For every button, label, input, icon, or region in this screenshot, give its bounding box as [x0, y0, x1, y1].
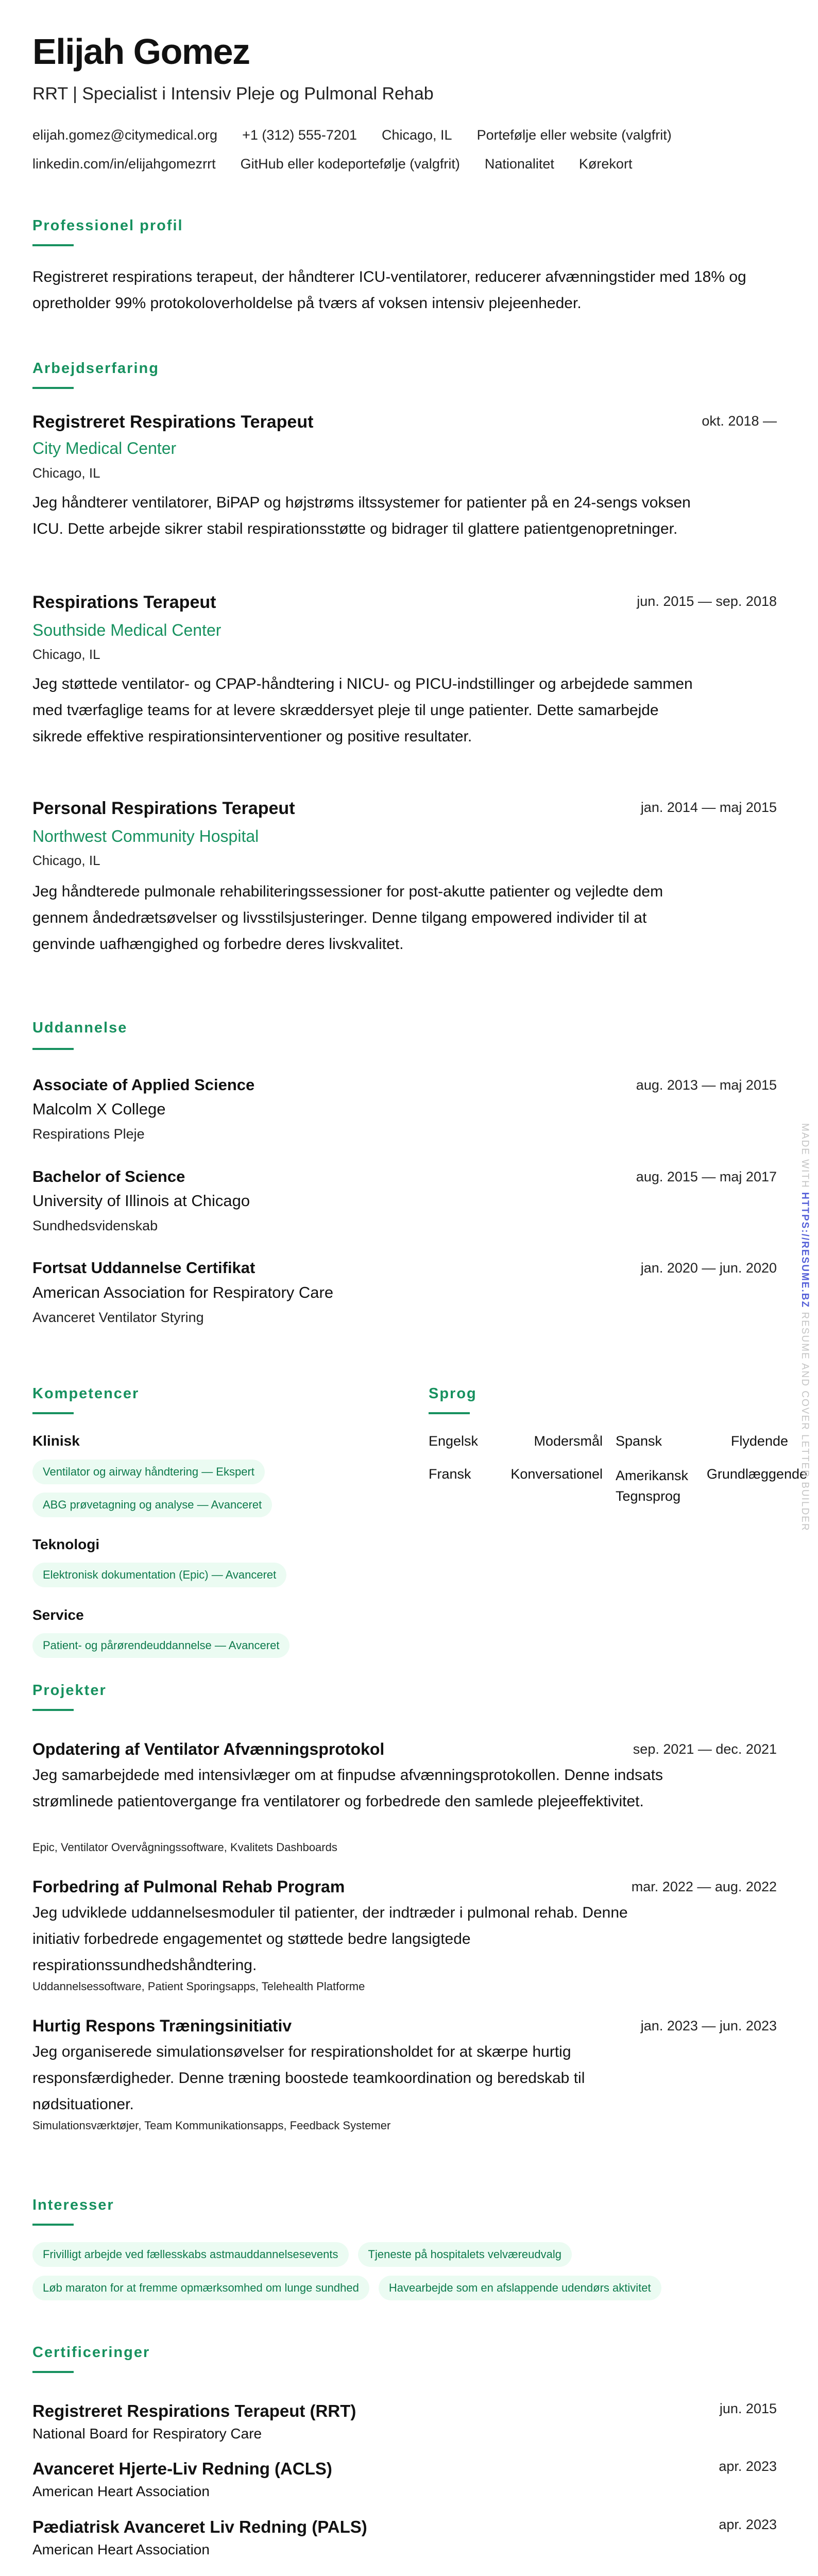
- watermark-prefix: MADE WITH: [799, 1123, 810, 1192]
- section-heading-languages: Sprog: [429, 1385, 477, 1402]
- job-description: Jeg håndterer ventilatorer, BiPAP og højstrøms iltssystemer for patienter på en 24-sengs voksen ICU. Dette arbejde sikrer stabil respirationsstøtte og bidrager til glattere patientgenopretninger.: [32, 494, 691, 537]
- education-field: Sundhedsvidenskab: [32, 1218, 158, 1233]
- cert-date: apr. 2023: [719, 2459, 777, 2474]
- skill-tag: Patient- og pårørendeuddannelse — Avanceret: [32, 1633, 289, 1658]
- skill-category: Service: [32, 1607, 84, 1623]
- interest-tags: [32, 2242, 572, 2267]
- heading-underline: [32, 1412, 74, 1414]
- cert-issuer: American Heart Association: [32, 2541, 210, 2557]
- interest-tag: Havearbejde som en afslappende udendørs aktivitet: [379, 2276, 661, 2300]
- skill-category: Teknologi: [32, 1536, 100, 1552]
- language-name: Spansk: [616, 1433, 662, 1449]
- skill-tag: Elektronisk dokumentation (Epic) — Avanceret: [32, 1563, 286, 1587]
- interest-tag: Løb maraton for at fremme opmærksomhed om lunge sundhed: [32, 2276, 369, 2300]
- language-level: Grundlæggende: [706, 1466, 807, 1482]
- section-heading-skills: Kompetencer: [32, 1385, 140, 1402]
- education-school: American Association for Respiratory Care: [32, 1283, 334, 1301]
- job-location: Chicago, IL: [32, 465, 100, 481]
- portfolio-link[interactable]: Portefølje eller website (valgfrit): [476, 127, 672, 143]
- profile-text: Registreret respirations terapeut, der håndterer ICU-ventilatorer, reducerer afvænningstider med 18% og opretholder 99% protokoloverholdelse på tværs af voksen intensiv plejeenheder.: [32, 268, 746, 312]
- education-school: University of Illinois at Chicago: [32, 1192, 250, 1210]
- job-title: Respirations Terapeut: [32, 592, 216, 612]
- project-date: jan. 2023 — jun. 2023: [640, 2018, 777, 2033]
- language-name: Amerikansk Tegnsprog: [616, 1468, 689, 1504]
- job-date: okt. 2018 —: [702, 413, 777, 429]
- job-location: Chicago, IL: [32, 647, 100, 662]
- cert-title: Registreret Respirations Terapeut (RRT): [32, 2401, 356, 2420]
- heading-underline: [32, 1709, 74, 1711]
- skill-tags: [32, 1563, 286, 1587]
- cert-issuer: National Board for Respiratory Care: [32, 2426, 262, 2442]
- cert-date: apr. 2023: [719, 2517, 777, 2532]
- education-school: Malcolm X College: [32, 1100, 166, 1118]
- job-location: Chicago, IL: [32, 853, 100, 868]
- nationality: Nationalitet: [484, 156, 554, 172]
- project-description: Jeg samarbejdede med intensivlæger om at finpudse afvænningsprotokollen. Denne indsats strømlinede patientovergange fra ventilatorer og forbedrede den samlede plejeeffektivitet.: [32, 1767, 663, 1810]
- skill-category: Klinisk: [32, 1433, 80, 1449]
- project-tech: Simulationsværktøjer, Team Kommunikationsapps, Feedback Systemer: [32, 2119, 391, 2132]
- project-description: Jeg organiserede simulationsøvelser for respirationsholdet for at skærpe hurtig responsfærdigheder. Denne træning boostede teamkoordination og beredskab til nødsituationer.: [32, 2043, 585, 2113]
- language-level: Konversationel: [510, 1466, 603, 1482]
- cert-title: Avanceret Hjerte-Liv Redning (ACLS): [32, 2459, 332, 2478]
- education-date: aug. 2013 — maj 2015: [636, 1077, 777, 1093]
- heading-underline: [429, 1412, 470, 1414]
- job-company: Southside Medical Center: [32, 621, 221, 639]
- email-link[interactable]: elijah.gomez@citymedical.org: [32, 127, 218, 143]
- skill-tag: Ventilator og airway håndtering — Ekspert: [32, 1460, 265, 1484]
- section-heading-interests: Interesser: [32, 2197, 114, 2213]
- watermark-link[interactable]: HTTPS://RESUME.BZ: [799, 1192, 810, 1309]
- project-date: sep. 2021 — dec. 2021: [633, 1741, 777, 1757]
- github-link[interactable]: GitHub eller kodeportefølje (valgfrit): [240, 156, 460, 172]
- section-heading-education: Uddannelse: [32, 1020, 128, 1036]
- heading-underline: [32, 2224, 74, 2226]
- contact-row: [32, 126, 672, 144]
- heading-underline: [32, 2371, 74, 2373]
- job-company: Northwest Community Hospital: [32, 827, 259, 845]
- location: Chicago, IL: [381, 127, 452, 143]
- watermark-suffix: RESUME AND COVER LETTER BUILDER: [799, 1308, 810, 1532]
- contact-row: [32, 155, 632, 173]
- skill-tags: [32, 1633, 289, 1658]
- project-description: Jeg udviklede uddannelsesmoduler til patienter, der indtræder i pulmonal rehab. Denne initiativ forbedrede engagementet og støttede bedre langsigtede respirationssundhedshåndtering.: [32, 1904, 628, 1974]
- job-date: jun. 2015 — sep. 2018: [637, 594, 777, 609]
- candidate-name: Elijah Gomez: [32, 31, 250, 72]
- job-description: Jeg støttede ventilator- og CPAP-håndtering i NICU- og PICU-indstillinger og arbejdede sammen med tværfaglige teams for at levere skræddersyet pleje til unge patienter. Dette samarbejde sikrede effektive respirationsinterventioner og positive resultater.: [32, 675, 693, 745]
- project-title: Opdatering af Ventilator Afvænningsprotokol: [32, 1740, 385, 1758]
- education-degree: Associate of Applied Science: [32, 1076, 255, 1094]
- education-date: aug. 2015 — maj 2017: [636, 1169, 777, 1184]
- project-date: mar. 2022 — aug. 2022: [631, 1879, 777, 1894]
- section-heading-profile: Professionel profil: [32, 217, 183, 234]
- interest-tags: [32, 2276, 661, 2300]
- education-degree: Fortsat Uddannelse Certifikat: [32, 1259, 255, 1277]
- language-level: Flydende: [730, 1433, 788, 1449]
- project-tech: Uddannelsessoftware, Patient Sporingsapps, Telehealth Platforme: [32, 1980, 365, 1993]
- phone: +1 (312) 555-7201: [242, 127, 357, 143]
- education-date: jan. 2020 — jun. 2020: [640, 1260, 777, 1276]
- interest-tag: Tjeneste på hospitalets velværeudvalg: [358, 2242, 572, 2267]
- job-company: City Medical Center: [32, 439, 177, 457]
- interest-tag: Frivilligt arbejde ved fællesskabs astmauddannelsesevents: [32, 2242, 349, 2267]
- linkedin-link[interactable]: linkedin.com/in/elijahgomezrrt: [32, 156, 216, 172]
- section-heading-projects: Projekter: [32, 1682, 107, 1699]
- cert-title: Pædiatrisk Avanceret Liv Redning (PALS): [32, 2517, 367, 2536]
- job-description: Jeg håndterede pulmonale rehabiliteringssessioner for post-akutte patienter og vejledte dem gennem åndedrætsøvelser og livsstilsjusteringer. Denne tilgang empowered individer til at genvinde uafhængighed og forbedre deres livskvalitet.: [32, 883, 663, 953]
- project-title: Hurtig Respons Træningsinitiativ: [32, 2016, 292, 2035]
- section-heading-certifications: Certificeringer: [32, 2344, 150, 2361]
- project-tech: Epic, Ventilator Overvågningssoftware, Kvalitets Dashboards: [32, 1841, 337, 1854]
- project-title: Forbedring af Pulmonal Rehab Program: [32, 1877, 345, 1896]
- education-field: Avanceret Ventilator Styring: [32, 1310, 204, 1325]
- language-level: Modersmål: [534, 1433, 603, 1449]
- job-title: Personal Respirations Terapeut: [32, 799, 295, 818]
- education-degree: Bachelor of Science: [32, 1167, 185, 1185]
- skill-tag: ABG prøvetagning og analyse — Avanceret: [32, 1493, 272, 1517]
- drivers-license: Kørekort: [578, 156, 633, 172]
- cert-issuer: American Heart Association: [32, 2483, 210, 2499]
- language-name: Fransk: [429, 1466, 471, 1482]
- skill-tags: [32, 1460, 265, 1484]
- language-name: Engelsk: [429, 1433, 479, 1449]
- section-heading-experience: Arbejdserfaring: [32, 360, 159, 377]
- education-field: Respirations Pleje: [32, 1126, 145, 1142]
- skill-tags: [32, 1493, 272, 1517]
- cert-date: jun. 2015: [719, 2401, 777, 2416]
- heading-underline: [32, 387, 74, 389]
- watermark: [799, 1123, 810, 1532]
- job-date: jan. 2014 — maj 2015: [640, 800, 777, 815]
- heading-underline: [32, 1048, 74, 1050]
- candidate-subtitle: RRT | Specialist i Intensiv Pleje og Pulmonal Rehab: [32, 84, 434, 104]
- heading-underline: [32, 244, 74, 246]
- job-title: Registreret Respirations Terapeut: [32, 412, 314, 432]
